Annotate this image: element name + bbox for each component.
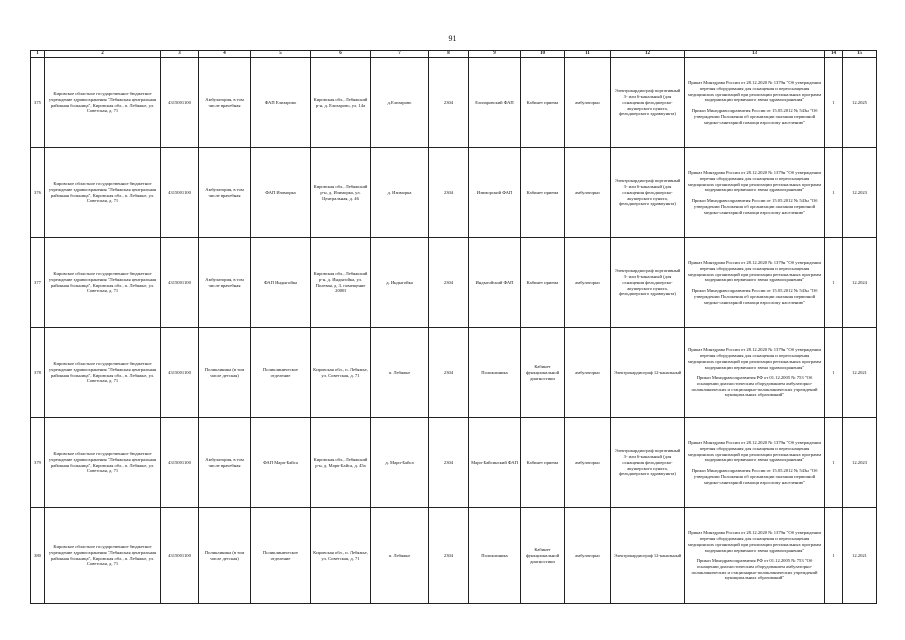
inn-cell: 4315001100: [161, 238, 199, 328]
regulation-cell: [685, 418, 825, 508]
code-cell: 2304: [429, 148, 469, 238]
regulation-text: Приказ Минздравсоцразвития РФ от 01.12.2005 № 753 "Об оснащении диагностическим оборудованием амбулаторно-поликлинических и стационарно-поликлинических учреждений муниципальных образований": [691, 375, 818, 398]
regulation-text: Приказ Минздрава России от 28.12.2020 № 1379н "Об утверждении перечня оборудования для оснащения и переоснащения медицинских организаций при реализации региональных программ модернизации первичного звена здравоохранения": [688, 170, 821, 193]
locality-cell: д.Елизарово: [371, 58, 429, 148]
column-header: 7: [371, 51, 429, 58]
table-row: [31, 58, 877, 148]
column-header: 1: [31, 51, 45, 58]
regulation-text: Приказ Минздравсоцразвития России от 15.05.2012 № 543н "Об утверждении Положения об организации оказания первичной медико-санитарной помощи взрослому населению": [691, 288, 818, 305]
column-header: 15: [843, 51, 877, 58]
cabinet-cell: Кабинет приема: [521, 148, 565, 238]
quantity-cell: 1: [825, 418, 843, 508]
organization-cell: Кировское областное государственное бюджетное учреждение здравоохранения "Лебяжская центральная районная больница", Кировская обл., п. Лебяжье, ул. Советская, д. 71: [45, 58, 161, 148]
organization-cell: Кировское областное государственное бюджетное учреждение здравоохранения "Лебяжская центральная районная больница", Кировская обл., п. Лебяжье, ул. Советская, д. 71: [45, 328, 161, 418]
quantity-cell: 1: [825, 148, 843, 238]
care-form-cell: амбулаторно: [565, 148, 611, 238]
unit-cell: Елизаровский ФАП: [469, 58, 521, 148]
organization-cell: Кировское областное государственное бюджетное учреждение здравоохранения "Лебяжская центральная районная больница", Кировская обл., п. Лебяжье, ул. Советская, д. 71: [45, 148, 161, 238]
cabinet-cell: Кабинет приема: [521, 418, 565, 508]
unit-cell: Поликлиника: [469, 328, 521, 418]
locality-cell: д. Индыгойка: [371, 238, 429, 328]
locality-cell: д. Изиморка: [371, 148, 429, 238]
address-cell: Кировская обл., Лебяжский р-н, д. Индыгойка, ул. Полевая, д. 3, помещение 2000І: [311, 238, 371, 328]
facility-type-cell: Амбулатория, в том числе врачебная: [199, 58, 251, 148]
table-row: [31, 328, 877, 418]
column-header: 2: [45, 51, 161, 58]
date-cell: 12.2021: [843, 508, 877, 604]
equipment-cell: Электрокардиограф портативный 3- или 6-канальный (для оснащения фельдшерско-акушерского пункта, фельдшерского здравпункта): [611, 58, 685, 148]
table-body: [31, 58, 877, 604]
header-row: [31, 51, 877, 58]
quantity-cell: 1: [825, 238, 843, 328]
regulation-text: Приказ Минздравсоцразвития России от 15.05.2012 № 543н "Об утверждении Положения об организации оказания первичной медико-санитарной помощи взрослому населению": [691, 468, 818, 485]
organization-cell: Кировское областное государственное бюджетное учреждение здравоохранения "Лебяжская центральная районная больница", Кировская обл., п. Лебяжье, ул. Советская, д. 71: [45, 238, 161, 328]
column-header: 4: [199, 51, 251, 58]
unit-cell: Индыгойский ФАП: [469, 238, 521, 328]
facility-type-cell: Амбулатория, в том числе врачебная: [199, 418, 251, 508]
table-row: [31, 238, 877, 328]
care-form-cell: амбулаторно: [565, 58, 611, 148]
locality-cell: д. Марп-Байса: [371, 418, 429, 508]
inn-cell: 4315001100: [161, 58, 199, 148]
equipment-cell: Электрокардиограф портативный 3- или 6-канальный (для оснащения фельдшерско-акушерского пункта, фельдшерского здравпункта): [611, 418, 685, 508]
date-cell: 12.2025: [843, 58, 877, 148]
organization-cell: Кировское областное государственное бюджетное учреждение здравоохранения "Лебяжская центральная районная больница", Кировская обл., п. Лебяжье, ул. Советская, д. 71: [45, 418, 161, 508]
address-cell: Кировская обл., Лебяжский р-н, д. Марп-Байса, д. 45а: [311, 418, 371, 508]
care-form-cell: амбулаторно: [565, 238, 611, 328]
column-header: 8: [429, 51, 469, 58]
care-form-cell: амбулаторно: [565, 418, 611, 508]
regulation-cell: [685, 328, 825, 418]
unit-cell: Изиморский ФАП: [469, 148, 521, 238]
column-header: 11: [565, 51, 611, 58]
regulation-cell: [685, 238, 825, 328]
inn-cell: 4315001100: [161, 328, 199, 418]
quantity-cell: 1: [825, 508, 843, 604]
code-cell: 2304: [429, 418, 469, 508]
inn-cell: 4315001100: [161, 508, 199, 604]
date-cell: 12.2023: [843, 418, 877, 508]
regulation-text: Приказ Минздрава России от 28.12.2020 № 1379н "Об утверждении перечня оборудования для оснащения и переоснащения медицинских организаций при реализации региональных программ модернизации первичного звена здравоохранения": [688, 347, 821, 370]
row-number: 380: [31, 508, 45, 604]
regulation-text: Приказ Минздравсоцразвития России от 15.05.2012 № 543н "Об утверждении Положения об организации оказания первичной медико-санитарной помощи взрослому населению": [691, 108, 818, 125]
cabinet-cell: Кабинет приема: [521, 238, 565, 328]
subdivision-cell: ФАП Елизарово: [251, 58, 311, 148]
row-number: 378: [31, 328, 45, 418]
equipment-cell: Электрокардиограф портативный 3- или 6-канальный (для оснащения фельдшерско-акушерского пункта, фельдшерского здравпункта): [611, 148, 685, 238]
row-number: 377: [31, 238, 45, 328]
regulation-text: Приказ Минздрава России от 28.12.2020 № 1379н "Об утверждении перечня оборудования для оснащения и переоснащения медицинских организаций при реализации региональных программ модернизации первичного звена здравоохранения": [688, 440, 821, 463]
equipment-cell: Электрокардиограф портативный 3- или 6-канальный (для оснащения фельдшерско-акушерского пункта, фельдшерского здравпункта): [611, 238, 685, 328]
code-cell: 2304: [429, 508, 469, 604]
subdivision-cell: ФАП Марп-Байса: [251, 418, 311, 508]
regulation-cell: [685, 148, 825, 238]
subdivision-cell: ФАП Изиморка: [251, 148, 311, 238]
cabinet-cell: Кабинет приема: [521, 58, 565, 148]
regulation-cell: [685, 58, 825, 148]
unit-cell: Марп-Байсинский ФАП: [469, 418, 521, 508]
regulation-text: Приказ Минздрава России от 28.12.2020 № 1379н "Об утверждении перечня оборудования для оснащения и переоснащения медицинских организаций при реализации региональных программ модернизации первичного звена здравоохранения": [688, 260, 821, 283]
page-number: 91: [448, 34, 457, 43]
address-cell: Кировская обл., Лебяжский р-н, д. Елизарово, ул. 14а: [311, 58, 371, 148]
address-cell: Кировская обл., п. Лебяжье, ул. Советская, д. 71: [311, 328, 371, 418]
regulation-text: Приказ Минздрава России от 28.12.2020 № 1379н "Об утверждении перечня оборудования для оснащения и переоснащения медицинских организаций при реализации региональных программ модернизации первичного звена здравоохранения": [688, 80, 821, 103]
row-number: 379: [31, 418, 45, 508]
subdivision-cell: Поликлиническое отделение: [251, 508, 311, 604]
inn-cell: 4315001100: [161, 418, 199, 508]
care-form-cell: амбулаторно: [565, 328, 611, 418]
subdivision-cell: ФАП Индыгойка: [251, 238, 311, 328]
equipment-table: [30, 50, 877, 604]
column-header: 14: [825, 51, 843, 58]
date-cell: 12.2024: [843, 238, 877, 328]
regulation-text: Приказ Минздрава России от 28.12.2020 № 1379н "Об утверждении перечня оборудования для оснащения и переоснащения медицинских организаций при реализации региональных программ модернизации первичного звена здравоохранения": [688, 530, 821, 553]
cabinet-cell: Кабинет функциональной диагностики: [521, 508, 565, 604]
table-row: [31, 418, 877, 508]
care-form-cell: амбулаторно: [565, 508, 611, 604]
column-header: 3: [161, 51, 199, 58]
code-cell: 2304: [429, 328, 469, 418]
code-cell: 2304: [429, 58, 469, 148]
column-header: 13: [685, 51, 825, 58]
column-header: 10: [521, 51, 565, 58]
regulation-text: Приказ Минздравсоцразвития РФ от 01.12.2005 № 753 "Об оснащении диагностическим оборудованием амбулаторно-поликлинических и стационарно-поликлинических учреждений муниципальных образований": [691, 558, 818, 581]
facility-type-cell: Амбулатория, в том числе врачебная: [199, 238, 251, 328]
row-number: 375: [31, 58, 45, 148]
facility-type-cell: Амбулатория, в том числе врачебная: [199, 148, 251, 238]
table-row: [31, 148, 877, 238]
subdivision-cell: Поликлиническое отделение: [251, 328, 311, 418]
column-header: 5: [251, 51, 311, 58]
equipment-cell: Электрокардиограф 12-канальный: [611, 508, 685, 604]
column-header: 12: [611, 51, 685, 58]
regulation-cell: [685, 508, 825, 604]
table-row: [31, 508, 877, 604]
organization-cell: Кировское областное государственное бюджетное учреждение здравоохранения "Лебяжская центральная районная больница", Кировская обл., п. Лебяжье, ул. Советская, д. 71: [45, 508, 161, 604]
address-cell: Кировская обл., п. Лебяжье, ул. Советская, д. 71: [311, 508, 371, 604]
column-header: 9: [469, 51, 521, 58]
regulation-text: Приказ Минздравсоцразвития России от 15.05.2012 № 543н "Об утверждении Положения об организации оказания первичной медико-санитарной помощи взрослому населению": [691, 198, 818, 215]
quantity-cell: 1: [825, 328, 843, 418]
date-cell: 12.2023: [843, 148, 877, 238]
date-cell: 12.2021: [843, 328, 877, 418]
facility-type-cell: Поликлиника (в том числе детская): [199, 328, 251, 418]
cabinet-cell: Кабинет функциональной диагностики: [521, 328, 565, 418]
column-header: 6: [311, 51, 371, 58]
code-cell: 2304: [429, 238, 469, 328]
row-number: 376: [31, 148, 45, 238]
equipment-cell: Электрокардиограф 12-канальный: [611, 328, 685, 418]
facility-type-cell: Поликлиника (в том числе детская): [199, 508, 251, 604]
unit-cell: Поликлиника: [469, 508, 521, 604]
quantity-cell: 1: [825, 58, 843, 148]
locality-cell: п. Лебяжье: [371, 328, 429, 418]
locality-cell: п. Лебяжье: [371, 508, 429, 604]
inn-cell: 4315001100: [161, 148, 199, 238]
address-cell: Кировская обл., Лебяжский р-н, д. Изиморка, ул. Центральная, д. 46: [311, 148, 371, 238]
